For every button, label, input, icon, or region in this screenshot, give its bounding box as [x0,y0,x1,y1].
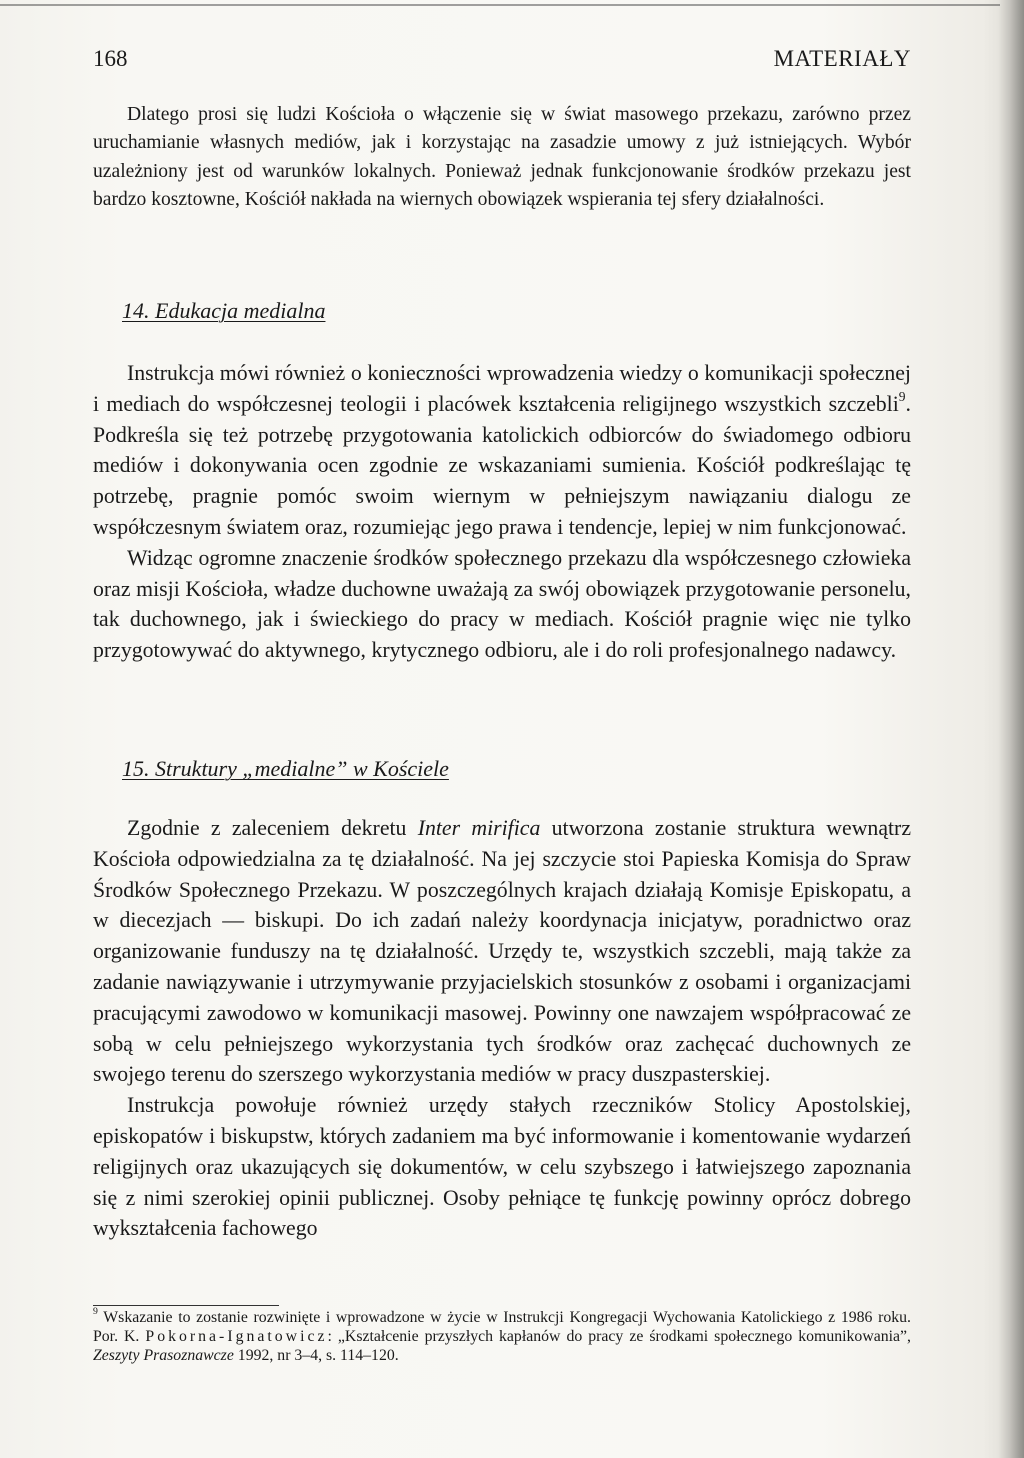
section-14-paragraph-1 [93,358,911,543]
s15-p1-text-a: Zgodnie z zaleceniem dekretu [127,816,418,840]
footnote-ref-9: 9 [898,388,906,404]
section-14-paragraph-2: Widząc ogromne znaczenie środków społecznego przekazu dla współczesnego człowieka oraz misji Kościoła, władze duchowne uważają za swój obowiązek przygotowanie personelu, tak duchownego, jak i świeckiego do pracy w mediach. Kościół pragnie więc nie tylko przygotowywać do aktywnego, krytycznego odbioru, ale i do roli profesjonalnego nadawcy. [93,545,911,663]
s14-p1-text-b: . Podkreśla się też potrzebę przygotowania katolickich odbiorców do świadomego odbioru mediów i dokonywania ocen zgodnie ze wskazaniami sumienia. Kościół podkreślając tę potrzebę, pragnie pomóc swoim wiernym w pełniejszym nawiązaniu dialogu ze współczesnym światem oraz, rozumiejąc jego prawa i tendencje, lepiej w nim funkcjonować. [93,391,911,539]
top-edge-rule [0,4,1000,6]
s14-p1-text-a: Instrukcja mówi również o konieczności wprowadzenia wiedzy o komunikacji społecznej i mediach do współczesnej teologii i placówek kształcenia religijnego wszystkich szczebli [93,361,911,416]
footnote-rule [93,1305,279,1306]
footnote-author: Pokorna-Ignatowicz [145,1328,328,1345]
intro-paragraph [93,101,911,214]
footnote-text-a: Wskazanie to zostanie rozwinięte i wprowadzone w życie w Instrukcji Kongregacji Wychowania Katolickiego z 1986 roku. Por. K. [93,1309,911,1345]
footnote-marker: 9 [93,1306,98,1318]
page-header [93,46,911,78]
page-number: 168 [93,46,128,71]
decree-title: Inter mirifica [417,816,541,840]
footnote-text-b: : „Kształcenie przyszłych kapłanów do pracy ze środkami społecznego komunikowania”, [327,1328,911,1345]
running-head: MATERIAŁY [773,46,911,71]
intro-text: Dlatego prosi się ludzi Kościoła o włączenie się w świat masowego przekazu, zarówno przez uruchamianie własnych mediów, jak i korzystając na zasadzie umowy z już istniejących. Wybór uzależniony jest od warunków lokalnych. Ponieważ jednak funkcjonowanie środków przekazu jest bardzo kosztowne, Kościół nakłada na wiernych obowiązek wspierania tej sfery działalności. [93,104,911,210]
footnote-9 [93,1308,911,1365]
section-15-paragraph-2: Instrukcja powołuje również urzędy stałych rzeczników Stolicy Apostolskiej, episkopatów i biskupstw, których zadaniem ma być informowanie i komentowanie wydarzeń religijnych oraz ukazujących się dokumentów, w celu szybszego i łatwiejszego zapoznania się z nimi szerokiej opinii publicznej. Osoby pełniące tę funkcję powinny oprócz dobrego wykształcenia fachowego [93,1093,911,1241]
section-15-heading: 15. Struktury „medialne” w Kościele [122,756,449,781]
section-15-paragraph-1 [93,813,911,1090]
footnote-journal: Zeszyty Prasoznawcze [93,1347,234,1364]
s15-p1-text-b: utworzona zostanie struktura wewnątrz Kościoła odpowiedzialna za tę działalność. Na jej szczycie stoi Papieska Komisja do Spraw Środków Społecznego Przekazu. W poszczególnych krajach działają Komisje Episkopatu, a w diecezjach — biskupi. Do ich zadań należy koordynacja inicjatyw, poradnictwo oraz organizowanie funduszy na tę działalność. Urzędy te, wszystkich szczebli, mają także za zadanie nawiązywanie i utrzymywanie przyjacielskich stosunków z osobami i organizacjami pracującymi zawodowo w komunikacji masowej. Powinny one nawzajem współpracować ze sobą w celu pełniejszego wykorzystania tych środków oraz zachęcać duchownych ze swojego terenu do szerszego wykorzystania mediów w pracy duszpasterskiej. [93,816,911,1087]
section-14-body [93,358,911,666]
footnote-text-c: 1992, nr 3–4, s. 114–120. [233,1347,399,1364]
binding-shadow [998,0,1024,1458]
section-14-heading: 14. Edukacja medialna [122,298,326,323]
section-15-body [93,813,911,1244]
